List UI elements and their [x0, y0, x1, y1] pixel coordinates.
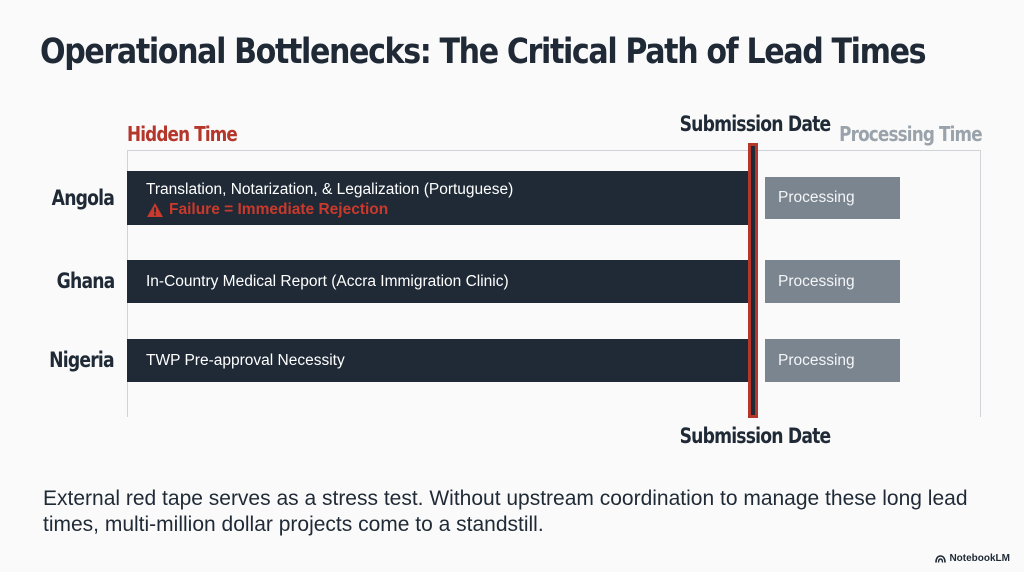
slide-footer-text: External red tape serves as a stress test. Without upstream coordination to manage these long lead times, multi-million dollar projects come to a standstill. — [43, 487, 968, 536]
processing-bar-angola — [765, 177, 900, 219]
warning-line-angola — [146, 201, 750, 219]
slide-title: Operational Bottlenecks: The Critical Path of Lead Times — [40, 32, 926, 72]
processing-time-label: Processing Time — [839, 122, 982, 146]
submission-date-label-top: Submission Date — [679, 112, 831, 136]
warning-triangle-icon — [146, 202, 164, 218]
hidden-time-bar-nigeria — [127, 339, 750, 382]
task-text-ghana: In-Country Medical Report (Accra Immigration Clinic) — [146, 272, 509, 290]
processing-bar-nigeria — [765, 339, 900, 382]
notebooklm-logo-icon — [935, 555, 946, 563]
task-text-angola: Translation, Notarization, & Legalization (Portuguese) — [146, 181, 514, 198]
submission-date-label-bottom: Submission Date — [679, 424, 831, 448]
hidden-time-label: Hidden Time — [127, 122, 237, 146]
processing-bar-ghana — [765, 260, 900, 303]
processing-text-ghana: Processing — [778, 272, 855, 290]
brand-text: NotebookLM — [949, 553, 1010, 564]
row-label-ghana: Ghana — [56, 269, 114, 293]
brand-badge — [935, 553, 1010, 564]
processing-text-nigeria: Processing — [778, 351, 855, 369]
hidden-time-bar-ghana — [127, 260, 750, 303]
row-label-nigeria: Nigeria — [49, 348, 114, 372]
submission-date-line — [748, 143, 758, 418]
task-text-nigeria: TWP Pre-approval Necessity — [146, 351, 345, 369]
warning-text-angola: Failure = Immediate Rejection — [169, 201, 389, 218]
processing-text-angola: Processing — [778, 189, 855, 206]
hidden-time-bar-angola — [127, 171, 750, 225]
row-label-angola: Angola — [51, 186, 114, 210]
